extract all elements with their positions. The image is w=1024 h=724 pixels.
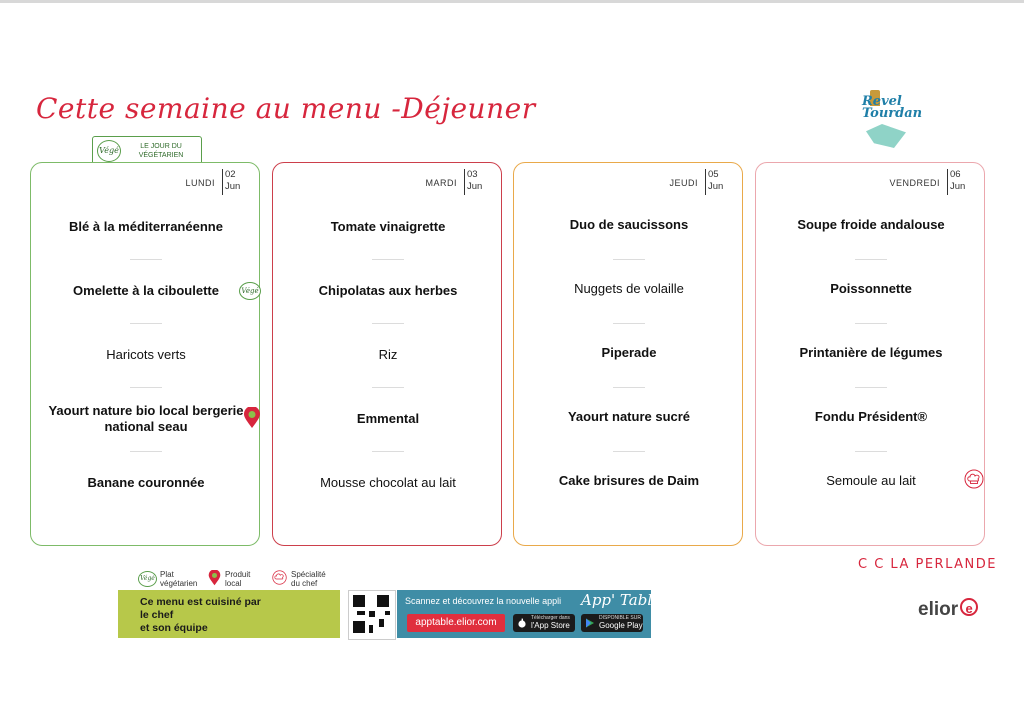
day-date <box>708 169 728 193</box>
day-date <box>950 169 970 193</box>
date-number: 03 <box>467 169 478 180</box>
dish-side: Riz <box>378 347 398 362</box>
dish-starter: Blé à la méditerranéenne <box>69 219 223 234</box>
revel-tourdan-logo <box>862 90 923 152</box>
day-name: JEUDI <box>669 178 698 188</box>
day-card-thursday <box>513 162 743 546</box>
site-name: C C LA PERLANDE <box>858 557 997 572</box>
date-number: 02 <box>225 169 236 180</box>
dish-dessert: Cake brisures de Daim <box>558 473 700 488</box>
day-date <box>467 169 487 193</box>
chef-hat-icon <box>272 570 287 585</box>
date-month: Jun <box>950 181 966 192</box>
day-separator <box>222 169 223 195</box>
dish-dessert: Semoule au lait <box>826 473 916 488</box>
google-play-button[interactable] <box>581 614 643 632</box>
elior-mark-icon: e <box>960 598 978 616</box>
divider <box>130 259 162 260</box>
dish-main: Omelette à la ciboulette <box>73 283 219 298</box>
legend-label: Plat végétarien <box>160 570 198 588</box>
dish-main: Chipolatas aux herbes <box>318 283 458 298</box>
divider <box>855 323 887 324</box>
app-url-link[interactable]: apptable.elior.com <box>407 614 505 632</box>
day-name: MARDI <box>425 178 457 188</box>
store-small-text: Télécharger dans <box>531 615 570 621</box>
brand-name: elior <box>918 599 959 620</box>
date-month: Jun <box>225 181 241 192</box>
dish-dairy: Emmental <box>356 411 420 426</box>
vege-day-label: LE JOUR DU VÉGÉTARIEN <box>138 143 184 159</box>
divider <box>372 323 404 324</box>
apple-icon <box>517 618 527 628</box>
chef-hat-icon <box>964 469 984 489</box>
store-big-text: l'App Store <box>531 621 570 630</box>
legend-label: Produit local <box>225 570 251 588</box>
divider <box>372 259 404 260</box>
divider <box>372 387 404 388</box>
location-pin-icon <box>243 407 261 429</box>
page-title: Cette semaine au menu -Déjeuner <box>36 92 536 125</box>
store-small-text: DISPONIBLE SUR <box>599 615 641 621</box>
location-pin-icon <box>208 570 221 586</box>
dish-dairy: Fondu Président® <box>814 409 928 424</box>
dish-side: Printanière de légumes <box>799 345 943 360</box>
dish-starter: Tomate vinaigrette <box>330 219 446 234</box>
date-month: Jun <box>708 181 724 192</box>
dish-main: Nuggets de volaille <box>574 281 684 296</box>
divider <box>613 259 645 260</box>
divider <box>613 451 645 452</box>
day-card-tuesday <box>272 162 502 546</box>
dish-starter: Duo de saucissons <box>569 217 689 232</box>
app-store-button[interactable] <box>513 614 575 632</box>
date-number: 05 <box>708 169 719 180</box>
date-month: Jun <box>467 181 483 192</box>
store-big-text: Google Play <box>599 621 643 630</box>
qr-code[interactable] <box>348 590 396 640</box>
app-banner <box>397 590 661 638</box>
elior-logo <box>918 598 978 621</box>
divider <box>130 387 162 388</box>
divider <box>855 451 887 452</box>
dish-main: Poissonnette <box>830 281 912 296</box>
dish-side: Piperade <box>601 345 657 360</box>
divider <box>613 387 645 388</box>
day-name: VENDREDI <box>889 178 940 188</box>
dish-starter: Soupe froide andalouse <box>797 217 945 232</box>
dish-dessert: Banane couronnée <box>87 475 205 490</box>
vege-icon: Végé <box>97 140 121 162</box>
day-separator <box>705 169 706 195</box>
divider <box>130 323 162 324</box>
app-scan-text: Scannez et découvrez la nouvelle appli <box>405 596 562 606</box>
day-name: LUNDI <box>185 178 215 188</box>
divider <box>613 323 645 324</box>
date-number: 06 <box>950 169 961 180</box>
vege-icon: Végé <box>138 571 157 587</box>
divider <box>855 259 887 260</box>
cook-note-box <box>118 590 340 638</box>
scan-edge <box>0 0 1024 3</box>
google-play-icon <box>585 618 595 628</box>
map-shape-icon <box>866 124 906 148</box>
divider <box>372 451 404 452</box>
cook-note: Ce menu est cuisiné par le chef et son équipe <box>140 596 261 634</box>
day-card-monday <box>30 162 260 546</box>
divider <box>855 387 887 388</box>
day-separator <box>464 169 465 195</box>
dish-dairy: Yaourt nature sucré <box>567 409 691 424</box>
day-separator <box>947 169 948 195</box>
vege-icon: Végé <box>239 282 261 300</box>
day-date <box>225 169 245 193</box>
logo-text: Revel Tourdan <box>862 94 923 121</box>
app-name: App' Table <box>581 591 661 609</box>
dish-side: Haricots verts <box>106 347 186 362</box>
divider <box>130 451 162 452</box>
legend-label: Spécialité du chef <box>291 570 326 588</box>
dish-dairy: Yaourt nature bio local bergerie national seau <box>48 403 244 434</box>
day-card-friday <box>755 162 985 546</box>
dish-dessert: Mousse chocolat au lait <box>320 475 456 490</box>
